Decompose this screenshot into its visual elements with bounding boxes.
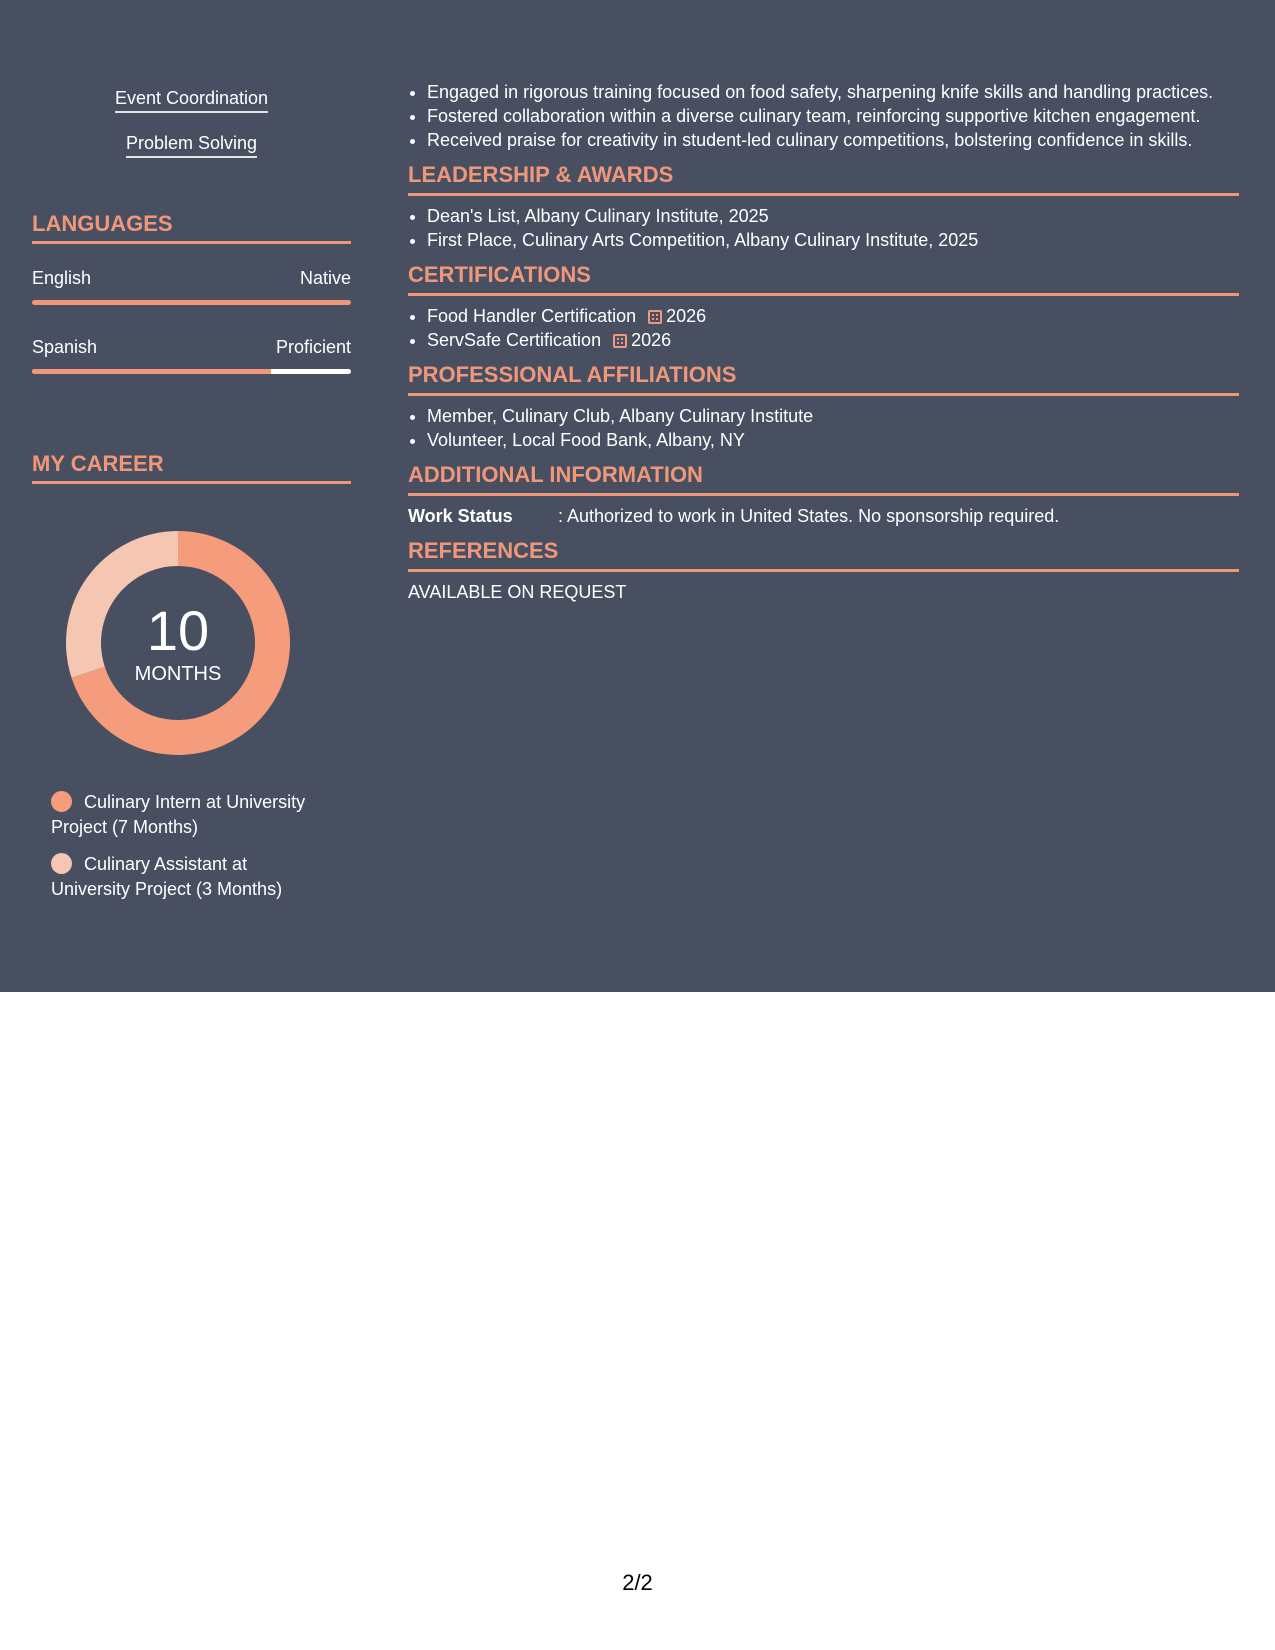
career-heading: MY CAREER xyxy=(32,451,351,484)
certification-year: 2026 xyxy=(631,330,672,350)
career-legend-item xyxy=(51,790,331,840)
work-status-row xyxy=(408,504,1239,528)
list-item xyxy=(427,304,1239,328)
calendar-icon xyxy=(613,334,627,348)
proficiency-fill xyxy=(32,300,351,305)
certification-name: ServSafe Certification xyxy=(427,330,602,350)
list-item: • Engaged in rigorous training focused on food safety, sharpening knife skills and handling practices. xyxy=(427,80,1239,104)
list-item: • Dean's List, Albany Culinary Institute, 2025 xyxy=(427,204,1239,228)
list-item xyxy=(427,328,1239,352)
career-unit: MONTHS xyxy=(134,663,222,685)
proficiency-fill xyxy=(32,369,271,374)
language-name: English xyxy=(32,268,92,288)
legend-dot xyxy=(51,791,72,812)
main-content xyxy=(408,0,1239,604)
list-item: • First Place, Culinary Arts Competition, Albany Culinary Institute, 2025 xyxy=(427,228,1239,252)
certification-year: 2026 xyxy=(666,306,707,326)
career-donut-chart xyxy=(66,531,290,755)
language-level: Native xyxy=(299,268,351,288)
affiliations-list xyxy=(408,404,1239,452)
legend-dot xyxy=(51,853,72,874)
skill-label: Event Coordination xyxy=(115,88,268,113)
languages-heading: LANGUAGES xyxy=(32,211,351,244)
list-item: • Received praise for creativity in student-led culinary competitions, bolstering confidence in skills. xyxy=(427,128,1239,152)
additional-info-heading: ADDITIONAL INFORMATION xyxy=(408,462,1239,496)
skill-tag xyxy=(32,133,351,158)
page-number: 2/2 xyxy=(622,1570,653,1595)
references-text: AVAILABLE ON REQUEST xyxy=(408,582,627,602)
skill-label: Problem Solving xyxy=(126,133,257,158)
skill-tag xyxy=(32,88,351,113)
references-heading: REFERENCES xyxy=(408,538,1239,572)
work-status-label: Work Status xyxy=(408,506,513,526)
legend-label: Culinary Intern at University Project (7 Months) xyxy=(51,792,306,837)
list-item: • Fostered collaboration within a diverse culinary team, reinforcing supportive kitchen engagement. xyxy=(427,104,1239,128)
leadership-heading: LEADERSHIP & AWARDS xyxy=(408,162,1239,196)
language-proficiency-bar xyxy=(32,369,351,374)
certifications-heading: CERTIFICATIONS xyxy=(408,262,1239,296)
certifications-list xyxy=(408,304,1239,352)
career-legend-item xyxy=(51,852,331,902)
list-item: • Volunteer, Local Food Bank, Albany, NY xyxy=(427,428,1239,452)
certification-name: Food Handler Certification xyxy=(427,306,637,326)
affiliations-heading: PROFESSIONAL AFFILIATIONS xyxy=(408,362,1239,396)
experience-bullets xyxy=(408,80,1239,152)
leadership-list xyxy=(408,204,1239,252)
language-proficiency-bar xyxy=(32,300,351,305)
donut-center xyxy=(66,531,290,755)
career-total: 10 xyxy=(146,599,210,662)
calendar-icon xyxy=(648,310,662,324)
work-status-value: : Authorized to work in United States. No sponsorship required. xyxy=(558,506,1060,526)
language-level: Proficient xyxy=(275,337,351,357)
language-name: Spanish xyxy=(32,337,98,357)
list-item: • Member, Culinary Club, Albany Culinary Institute xyxy=(427,404,1239,428)
legend-label: Culinary Assistant at University Project (3 Months) xyxy=(51,854,283,899)
